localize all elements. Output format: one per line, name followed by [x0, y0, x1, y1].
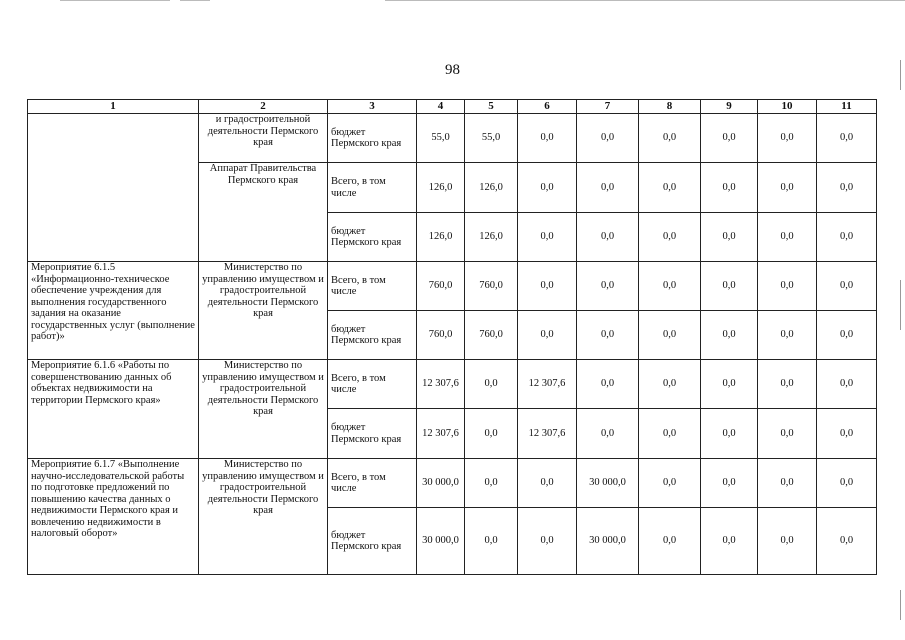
amount-cell: 0,0: [817, 114, 877, 163]
column-header: 5: [465, 100, 518, 114]
column-header: 1: [28, 100, 199, 114]
amount-cell: 0,0: [817, 311, 877, 360]
amount-cell: 0,0: [817, 508, 877, 575]
amount-cell: 760,0: [417, 311, 465, 360]
column-header: 3: [328, 100, 417, 114]
amount-cell: 126,0: [465, 213, 518, 262]
table-row: [28, 360, 877, 409]
amount-cell: 0,0: [518, 459, 577, 508]
amount-cell: 126,0: [465, 163, 518, 213]
funding-source-cell: Всего, в том числе: [328, 163, 417, 213]
column-header: 9: [701, 100, 758, 114]
amount-cell: 0,0: [817, 409, 877, 459]
header-row: [28, 100, 877, 114]
amount-cell: 0,0: [758, 311, 817, 360]
amount-cell: 0,0: [465, 360, 518, 409]
amount-cell: 0,0: [577, 213, 639, 262]
amount-cell: 55,0: [465, 114, 518, 163]
amount-cell: 0,0: [701, 360, 758, 409]
amount-cell: 0,0: [639, 114, 701, 163]
scan-edge-line: [900, 590, 901, 620]
amount-cell: 0,0: [817, 360, 877, 409]
amount-cell: 0,0: [701, 114, 758, 163]
amount-cell: 0,0: [817, 459, 877, 508]
amount-cell: 30 000,0: [417, 459, 465, 508]
amount-cell: 0,0: [758, 508, 817, 575]
amount-cell: 0,0: [577, 409, 639, 459]
amount-cell: 0,0: [639, 360, 701, 409]
amount-cell: 12 307,6: [518, 360, 577, 409]
program-funding-table: [27, 99, 877, 575]
activity-name-cell: Мероприятие 6.1.5 «Информационно-техническое обеспечение учреждения для выполнения государственного задания на оказание государственных услуг (выполнение работ)»: [28, 262, 199, 360]
executor-cell: Аппарат Правительства Пермского края: [199, 163, 328, 262]
amount-cell: 0,0: [701, 163, 758, 213]
amount-cell: 12 307,6: [417, 360, 465, 409]
amount-cell: 0,0: [701, 508, 758, 575]
amount-cell: 55,0: [417, 114, 465, 163]
funding-source-cell: бюджет Пермского края: [328, 114, 417, 163]
amount-cell: 760,0: [465, 311, 518, 360]
amount-cell: 760,0: [417, 262, 465, 311]
funding-source-cell: Всего, в том числе: [328, 262, 417, 311]
amount-cell: 0,0: [701, 213, 758, 262]
amount-cell: 0,0: [518, 508, 577, 575]
amount-cell: 0,0: [518, 114, 577, 163]
amount-cell: 30 000,0: [417, 508, 465, 575]
column-header: 10: [758, 100, 817, 114]
funding-source-cell: бюджет Пермского края: [328, 508, 417, 575]
amount-cell: 0,0: [701, 459, 758, 508]
amount-cell: 0,0: [817, 213, 877, 262]
amount-cell: 0,0: [817, 262, 877, 311]
amount-cell: 0,0: [639, 459, 701, 508]
amount-cell: 0,0: [639, 262, 701, 311]
amount-cell: 30 000,0: [577, 508, 639, 575]
amount-cell: 12 307,6: [417, 409, 465, 459]
amount-cell: 0,0: [465, 459, 518, 508]
amount-cell: 0,0: [701, 311, 758, 360]
page-number: 98: [445, 62, 460, 78]
amount-cell: 0,0: [639, 508, 701, 575]
amount-cell: 126,0: [417, 163, 465, 213]
table-row: [28, 114, 877, 163]
amount-cell: 0,0: [577, 114, 639, 163]
column-header: 8: [639, 100, 701, 114]
executor-cell: и градостроительной деятельности Пермского края: [199, 114, 328, 163]
activity-name-cell: Мероприятие 6.1.7 «Выполнение научно-исследовательской работы по подготовке предложений по повышению качества данных о недвижимости Пермского края и вовлечению недвижимости в налоговый оборот»: [28, 459, 199, 575]
funding-source-cell: бюджет Пермского края: [328, 311, 417, 360]
executor-cell: Министерство по управлению имуществом и градостроительной деятельности Пермского края: [199, 459, 328, 575]
amount-cell: 0,0: [518, 311, 577, 360]
funding-source-cell: Всего, в том числе: [328, 459, 417, 508]
table-row: [28, 262, 877, 311]
amount-cell: 0,0: [577, 262, 639, 311]
amount-cell: 0,0: [758, 360, 817, 409]
amount-cell: 0,0: [639, 409, 701, 459]
amount-cell: 0,0: [518, 163, 577, 213]
amount-cell: 0,0: [639, 213, 701, 262]
amount-cell: 0,0: [701, 262, 758, 311]
table-row: [28, 459, 877, 508]
column-header: 11: [817, 100, 877, 114]
funding-source-cell: бюджет Пермского края: [328, 213, 417, 262]
amount-cell: 0,0: [639, 163, 701, 213]
column-header: 4: [417, 100, 465, 114]
amount-cell: 0,0: [639, 311, 701, 360]
executor-cell: Министерство по управлению имуществом и градостроительной деятельности Пермского края: [199, 262, 328, 360]
amount-cell: 0,0: [577, 360, 639, 409]
amount-cell: 0,0: [518, 262, 577, 311]
activity-name-cell: Мероприятие 6.1.6 «Работы по совершенствованию данных об объектах недвижимости на территории Пермского края»: [28, 360, 199, 459]
amount-cell: 12 307,6: [518, 409, 577, 459]
scan-edge-line: [900, 280, 901, 330]
amount-cell: 0,0: [465, 508, 518, 575]
amount-cell: 0,0: [518, 213, 577, 262]
activity-name-cell: [28, 114, 199, 262]
amount-cell: 0,0: [758, 114, 817, 163]
amount-cell: 0,0: [758, 262, 817, 311]
column-header: 6: [518, 100, 577, 114]
scan-edge-line: [385, 0, 905, 1]
amount-cell: 0,0: [577, 311, 639, 360]
amount-cell: 0,0: [817, 163, 877, 213]
amount-cell: 0,0: [758, 213, 817, 262]
column-header: 7: [577, 100, 639, 114]
scan-edge-line: [180, 0, 210, 1]
amount-cell: 0,0: [701, 409, 758, 459]
amount-cell: 0,0: [758, 163, 817, 213]
funding-source-cell: бюджет Пермского края: [328, 409, 417, 459]
amount-cell: 0,0: [577, 163, 639, 213]
funding-source-cell: Всего, в том числе: [328, 360, 417, 409]
scan-edge-line: [60, 0, 170, 1]
amount-cell: 0,0: [758, 409, 817, 459]
amount-cell: 0,0: [758, 459, 817, 508]
executor-cell: Министерство по управлению имуществом и градостроительной деятельности Пермского края: [199, 360, 328, 459]
amount-cell: 30 000,0: [577, 459, 639, 508]
amount-cell: 126,0: [417, 213, 465, 262]
amount-cell: 0,0: [465, 409, 518, 459]
column-header: 2: [199, 100, 328, 114]
amount-cell: 760,0: [465, 262, 518, 311]
